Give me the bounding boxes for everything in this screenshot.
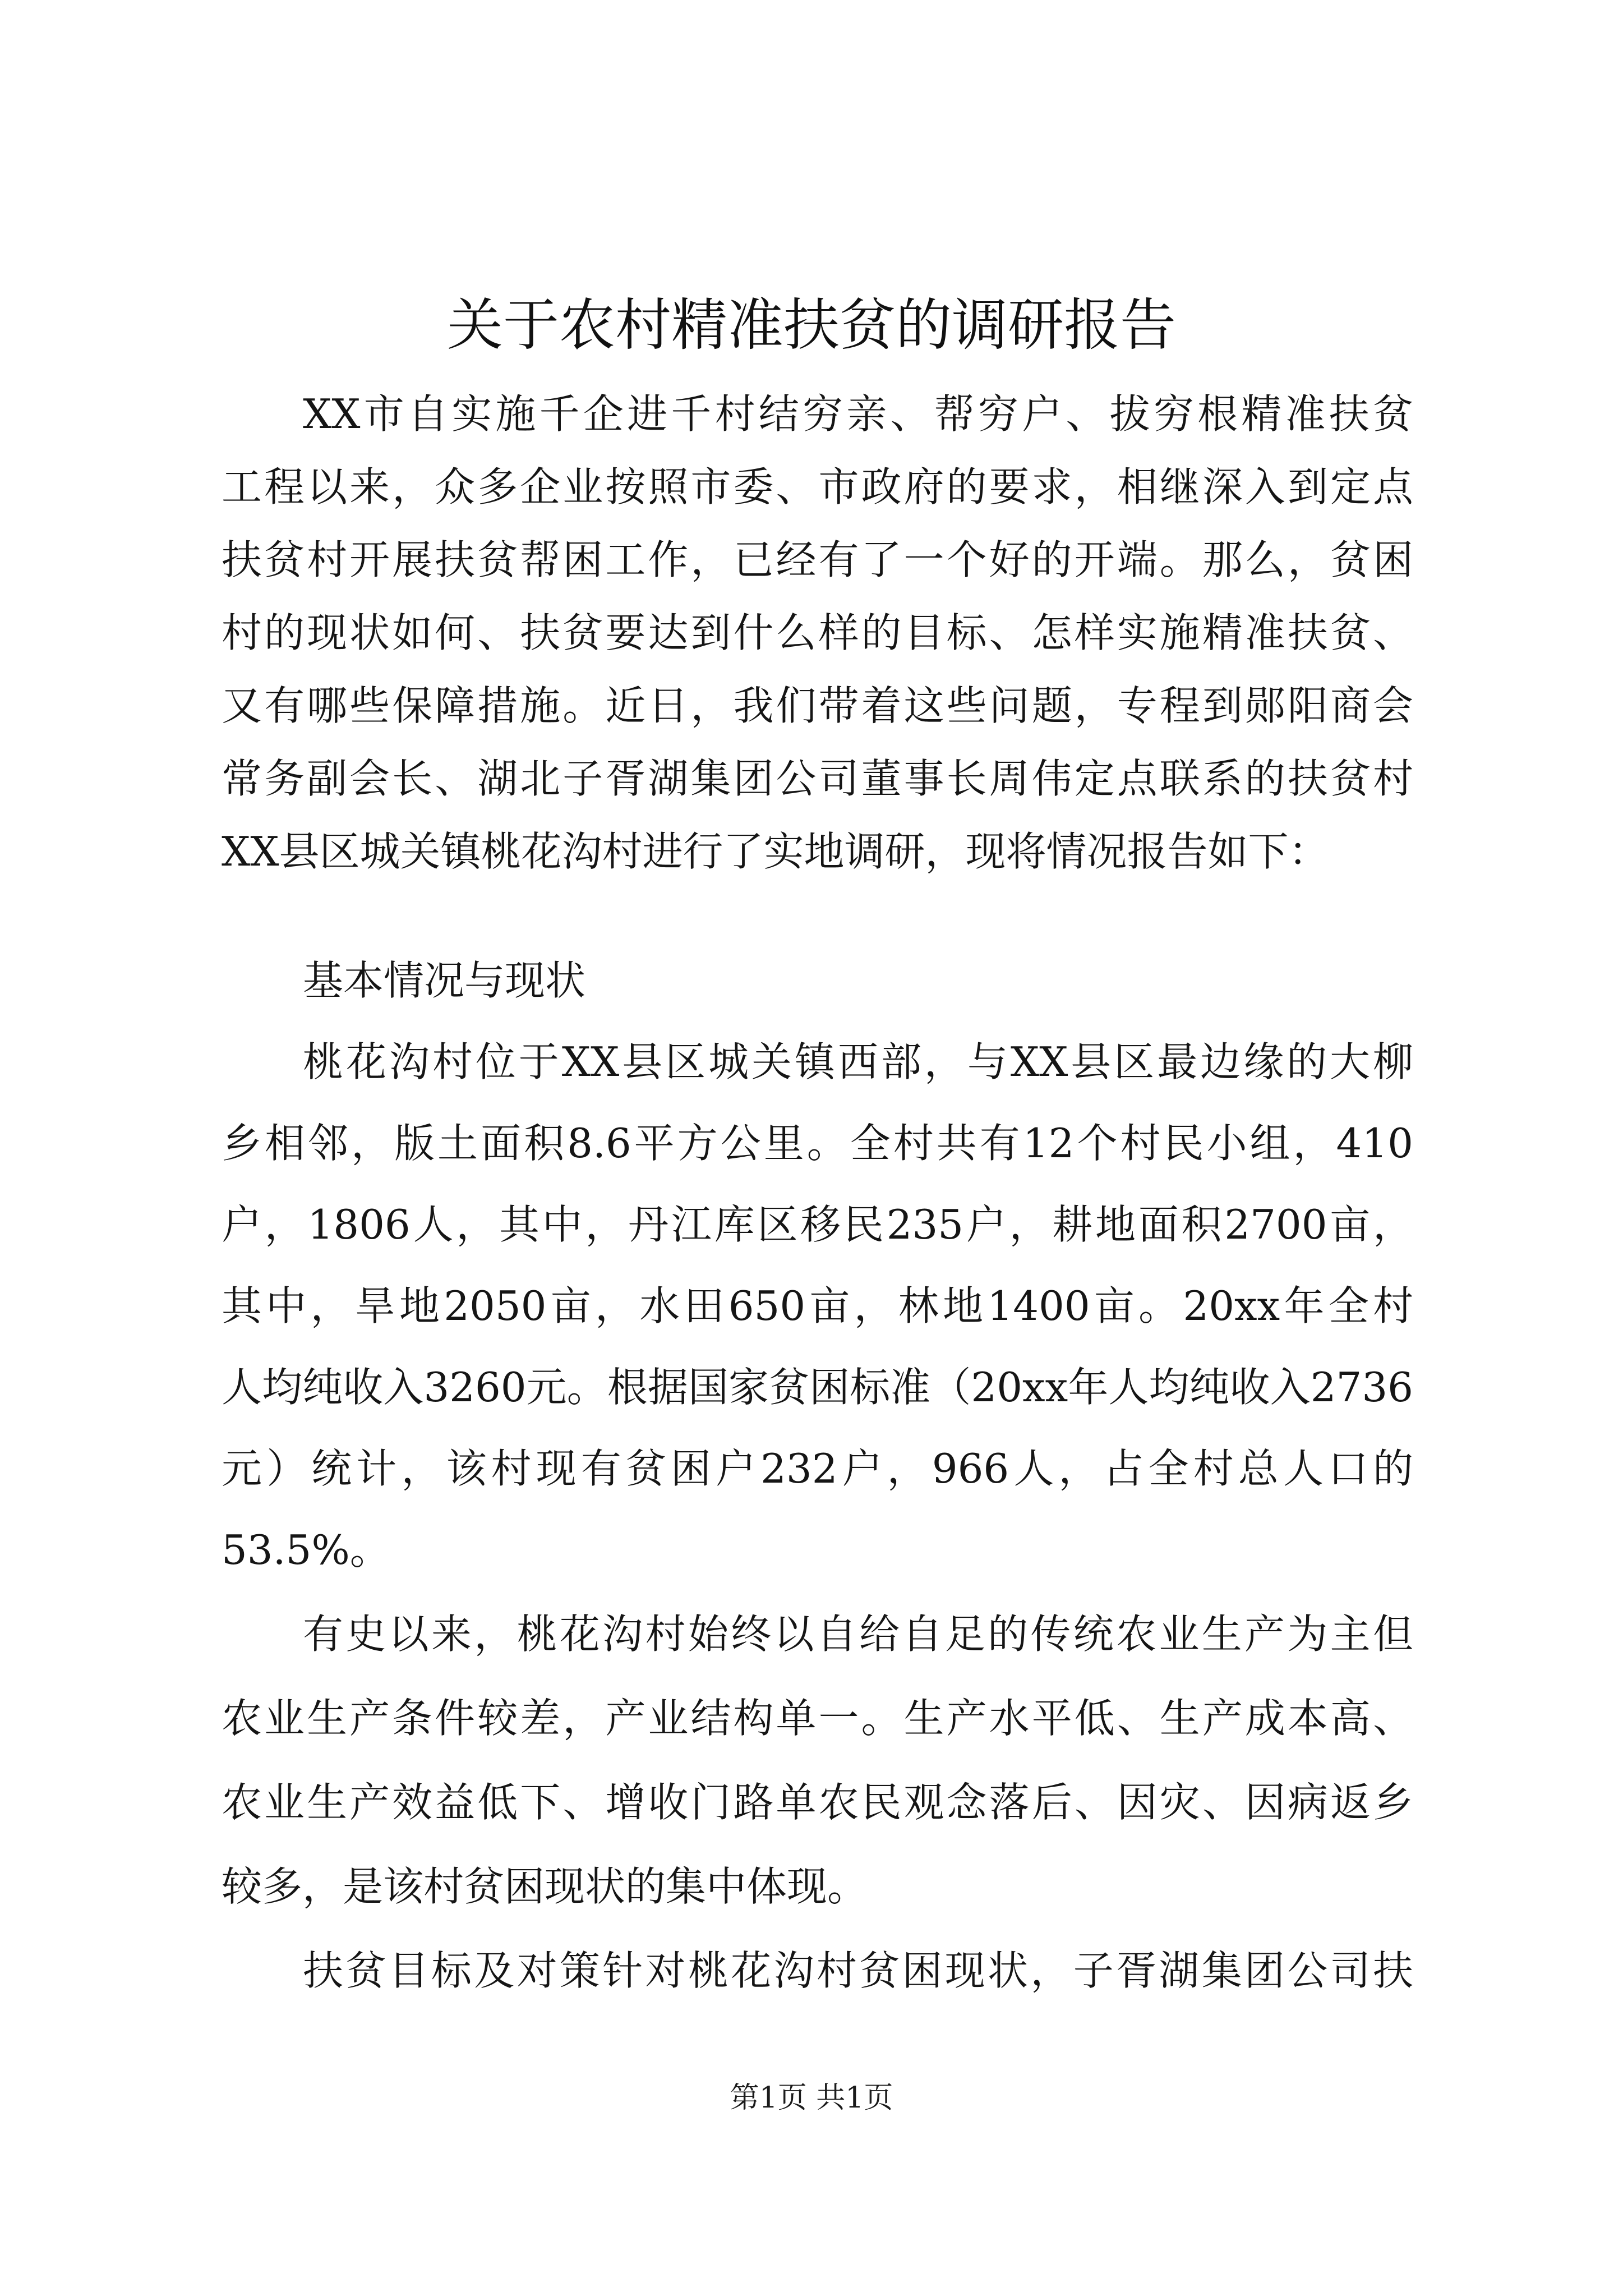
paragraph-line: 有史以来，桃花沟村始终以自给自足的传统农业生产为主但	[303, 1611, 1413, 1658]
paragraph-line: 工程以来，众多企业按照市委、市政府的要求，相继深入到定点	[222, 463, 1413, 510]
paragraph-line: 较多，是该村贫困现状的集中体现。	[222, 1863, 868, 1910]
paragraph-line: XX市自实施千企进千村结穷亲、帮穷户、拔穷根精准扶贫	[303, 390, 1413, 438]
document-title: 关于农村精准扶贫的调研报告	[447, 292, 1176, 358]
paragraph-line: 常务副会长、湖北子胥湖集团公司董事长周伟定点联系的扶贫村	[222, 755, 1413, 802]
paragraph-line: 53.5%。	[222, 1526, 390, 1573]
paragraph-line: 农业生产条件较差，产业结构单一。生产水平低、生产成本高、	[222, 1695, 1413, 1742]
paragraph-line: XX县区城关镇桃花沟村进行了实地调研，现将情况报告如下：	[222, 828, 1329, 875]
paragraph-line: 元）统计，该村现有贫困户232户，966人，占全村总人口的	[222, 1445, 1413, 1492]
paragraph-line: 桃花沟村位于XX县区城关镇西部，与XX县区最边缘的大柳	[303, 1038, 1413, 1085]
paragraph-line: 户，1806人，其中，丹江库区移民235户，耕地面积2700亩，	[222, 1201, 1413, 1248]
page-footer: 第1页 共1页	[730, 2081, 893, 2115]
paragraph-line: 扶贫目标及对策针对桃花沟村贫困现状，子胥湖集团公司扶	[303, 1947, 1413, 1994]
paragraph-line: 乡相邻，版土面积8.6平方公里。全村共有12个村民小组，410	[222, 1120, 1413, 1167]
paragraph-line: 又有哪些保障措施。近日，我们带着这些问题，专程到郧阳商会	[222, 682, 1413, 729]
paragraph-line: 其中，旱地2050亩，水田650亩，林地1400亩。20xx年全村	[222, 1282, 1413, 1329]
paragraph-line: 人均纯收入3260元。根据国家贫困标准（20xx年人均纯收入2736	[222, 1364, 1413, 1411]
paragraph-line: 农业生产效益低下、增收门路单农民观念落后、因灾、因病返乡	[222, 1779, 1413, 1826]
paragraph-line: 扶贫村开展扶贫帮困工作，已经有了一个好的开端。那么，贫困	[222, 536, 1413, 583]
paragraph-line: 村的现状如何、扶贫要达到什么样的目标、怎样实施精准扶贫、	[222, 609, 1413, 656]
section-heading: 基本情况与现状	[303, 957, 586, 1004]
